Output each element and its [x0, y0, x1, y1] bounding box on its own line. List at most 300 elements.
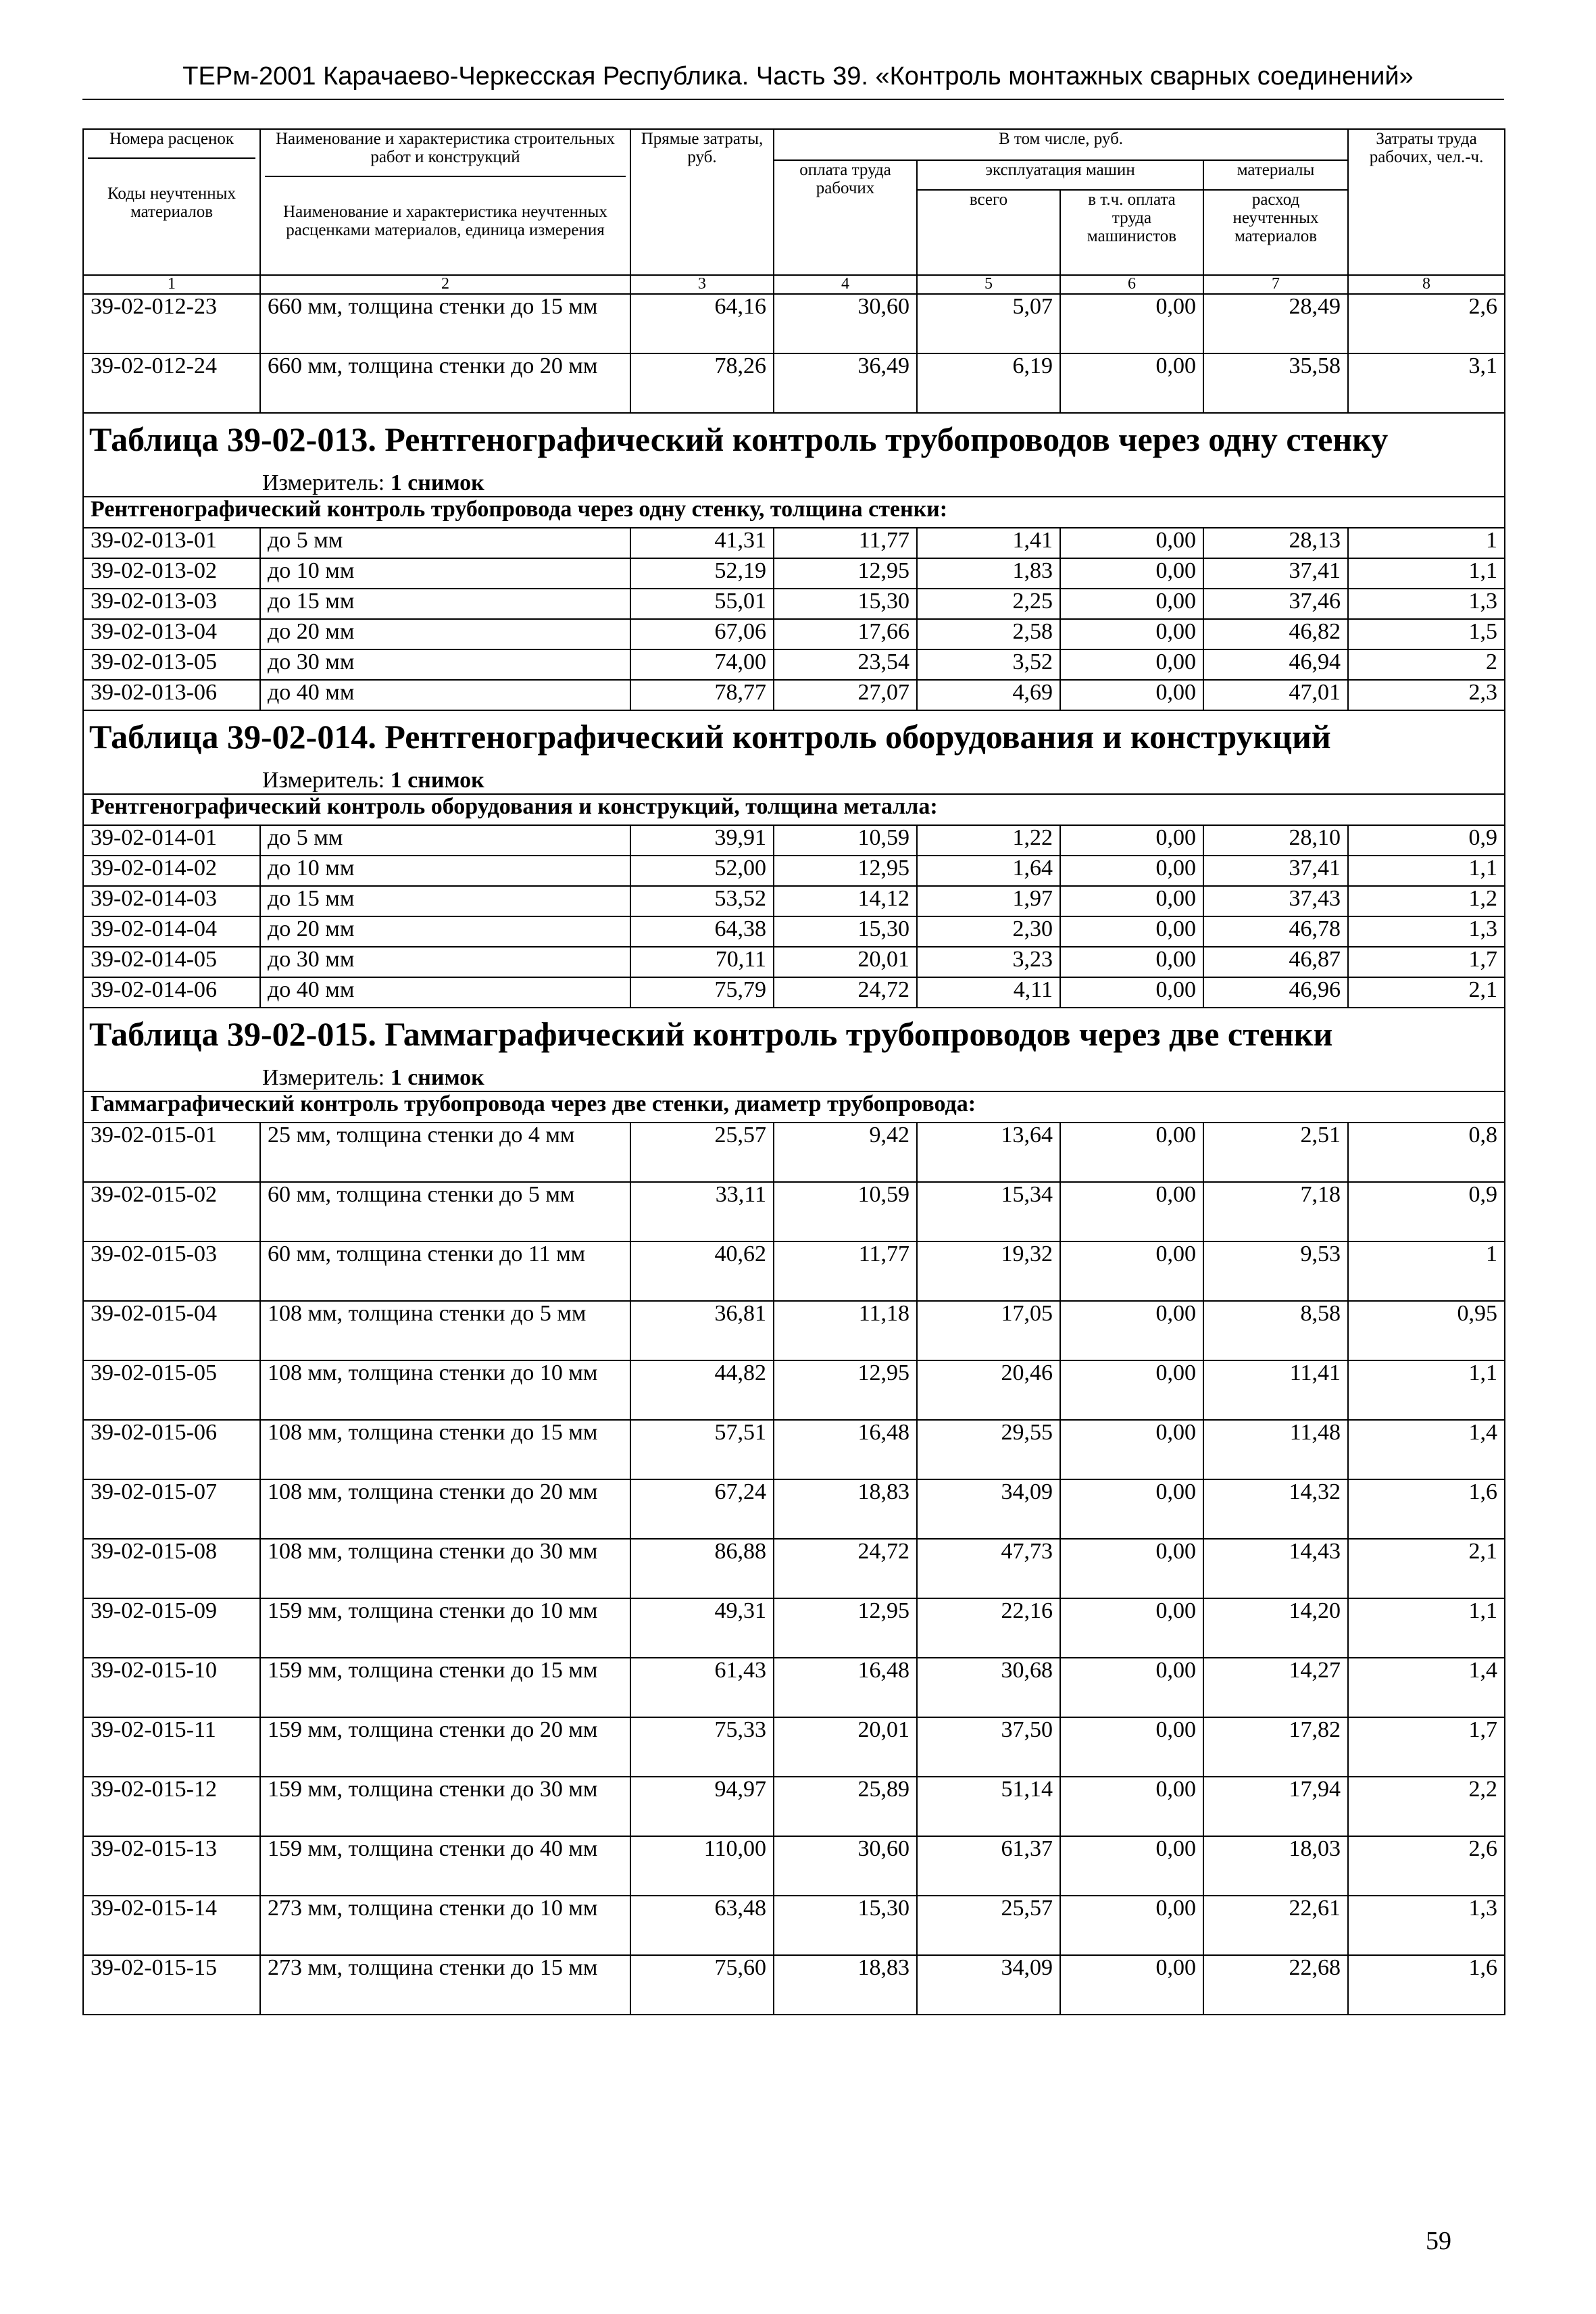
direct-cost: 86,88	[630, 1539, 774, 1598]
rate-name: 60 мм, толщина стенки до 5 мм	[260, 1182, 630, 1241]
labor-hours: 2	[1348, 649, 1505, 680]
machinists-cost: 0,00	[1060, 1123, 1203, 1182]
direct-cost: 78,26	[630, 353, 774, 413]
machines-cost: 37,50	[917, 1717, 1060, 1777]
machinists-cost: 0,00	[1060, 1360, 1203, 1420]
direct-cost: 55,01	[630, 589, 774, 619]
machines-cost: 4,69	[917, 680, 1060, 710]
labor-cost: 12,95	[774, 856, 917, 886]
table-row	[83, 1241, 1505, 1301]
rate-name: до 15 мм	[260, 886, 630, 916]
direct-cost: 74,00	[630, 649, 774, 680]
table-row	[83, 1658, 1505, 1717]
table-row	[83, 1479, 1505, 1539]
rate-code: 39-02-014-04	[83, 916, 260, 947]
labor-cost: 27,07	[774, 680, 917, 710]
rate-code: 39-02-013-06	[83, 680, 260, 710]
rate-code: 39-02-014-03	[83, 886, 260, 916]
measure-label: Измеритель:	[262, 768, 385, 793]
direct-cost: 40,62	[630, 1241, 774, 1301]
machinists-cost: 0,00	[1060, 294, 1203, 353]
labor-hours: 1,7	[1348, 1717, 1505, 1777]
machines-cost: 34,09	[917, 1955, 1060, 2015]
rate-name: 60 мм, толщина стенки до 11 мм	[260, 1241, 630, 1301]
labor-cost: 24,72	[774, 977, 917, 1008]
labor-cost: 11,77	[774, 1241, 917, 1301]
direct-cost: 75,79	[630, 977, 774, 1008]
labor-cost: 15,30	[774, 1896, 917, 1955]
machinists-cost: 0,00	[1060, 886, 1203, 916]
labor-hours: 0,9	[1348, 825, 1505, 856]
page-header: ТЕРм-2001 Карачаево-Черкесская Республика. Часть 39. «Контроль монтажных сварных соединений»	[182, 62, 1414, 91]
direct-cost: 57,51	[630, 1420, 774, 1479]
subtitle-row	[83, 794, 1505, 825]
rate-name: до 10 мм	[260, 558, 630, 589]
labor-cost: 14,12	[774, 886, 917, 916]
materials-cost: 28,10	[1203, 825, 1348, 856]
materials-cost: 37,46	[1203, 589, 1348, 619]
table-row	[83, 886, 1505, 916]
machinists-cost: 0,00	[1060, 1896, 1203, 1955]
col-machinists-header: в т.ч. оплата труда машинистов	[1060, 190, 1203, 275]
labor-cost: 10,59	[774, 1182, 917, 1241]
column-number: 2	[260, 275, 630, 294]
labor-hours: 2,6	[1348, 294, 1505, 353]
labor-hours: 1,3	[1348, 1896, 1505, 1955]
labor-hours: 0,9	[1348, 1182, 1505, 1241]
price-table	[82, 128, 1505, 2015]
machinists-cost: 0,00	[1060, 649, 1203, 680]
subtitle-row	[83, 1091, 1505, 1123]
rate-code: 39-02-014-05	[83, 947, 260, 977]
labor-hours: 1,2	[1348, 886, 1505, 916]
table-row	[83, 825, 1505, 856]
rate-name: до 10 мм	[260, 856, 630, 886]
machinists-cost: 0,00	[1060, 947, 1203, 977]
machines-cost: 2,58	[917, 619, 1060, 649]
labor-cost: 15,30	[774, 589, 917, 619]
machines-cost: 51,14	[917, 1777, 1060, 1836]
rate-code: 39-02-015-09	[83, 1598, 260, 1658]
measure-row	[83, 465, 1505, 497]
machinists-cost: 0,00	[1060, 1717, 1203, 1777]
measure-row	[83, 762, 1505, 794]
section-title: Таблица 39-02-013. Рентгенографический контроль трубопроводов через одну стенку	[89, 420, 1389, 458]
labor-hours: 1,6	[1348, 1955, 1505, 2015]
labor-hours: 2,2	[1348, 1777, 1505, 1836]
machinists-cost: 0,00	[1060, 856, 1203, 886]
materials-cost: 22,68	[1203, 1955, 1348, 2015]
machines-cost: 17,05	[917, 1301, 1060, 1360]
machinists-cost: 0,00	[1060, 589, 1203, 619]
direct-cost: 63,48	[630, 1896, 774, 1955]
table-row	[83, 649, 1505, 680]
machines-cost: 15,34	[917, 1182, 1060, 1241]
direct-cost: 25,57	[630, 1123, 774, 1182]
machinists-cost: 0,00	[1060, 1479, 1203, 1539]
machines-cost: 20,46	[917, 1360, 1060, 1420]
rate-name: до 40 мм	[260, 977, 630, 1008]
labor-hours: 1,3	[1348, 589, 1505, 619]
direct-cost: 52,19	[630, 558, 774, 589]
machines-cost: 61,37	[917, 1836, 1060, 1896]
direct-cost: 67,24	[630, 1479, 774, 1539]
table-row	[83, 1598, 1505, 1658]
machines-cost: 19,32	[917, 1241, 1060, 1301]
column-number: 7	[1203, 275, 1348, 294]
rate-code: 39-02-013-04	[83, 619, 260, 649]
section-title: Таблица 39-02-015. Гаммаграфический контроль трубопроводов через две стенки	[89, 1015, 1333, 1053]
rate-code: 39-02-015-04	[83, 1301, 260, 1360]
col-materials-header: материалы	[1203, 160, 1348, 190]
materials-cost: 22,61	[1203, 1896, 1348, 1955]
rate-code: 39-02-015-06	[83, 1420, 260, 1479]
section-title-row	[83, 710, 1505, 762]
labor-hours: 1,3	[1348, 916, 1505, 947]
labor-hours: 2,3	[1348, 680, 1505, 710]
labor-cost: 23,54	[774, 649, 917, 680]
labor-hours: 1,1	[1348, 1598, 1505, 1658]
section-subtitle: Рентгенографический контроль трубопровода через одну стенку, толщина стенки:	[83, 497, 1505, 528]
rate-code: 39-02-013-05	[83, 649, 260, 680]
labor-hours: 1,1	[1348, 856, 1505, 886]
labor-hours: 0,95	[1348, 1301, 1505, 1360]
direct-cost: 94,97	[630, 1777, 774, 1836]
materials-cost: 18,03	[1203, 1836, 1348, 1896]
labor-hours: 1,5	[1348, 619, 1505, 649]
machinists-cost: 0,00	[1060, 1777, 1203, 1836]
materials-cost: 17,94	[1203, 1777, 1348, 1836]
materials-cost: 28,49	[1203, 294, 1348, 353]
rate-name: до 5 мм	[260, 825, 630, 856]
table-row	[83, 856, 1505, 886]
table-row	[83, 294, 1505, 353]
machines-cost: 3,52	[917, 649, 1060, 680]
col-machines-header: эксплуатация машин	[917, 160, 1203, 190]
rate-name: до 30 мм	[260, 947, 630, 977]
labor-hours: 1,7	[1348, 947, 1505, 977]
direct-cost: 75,60	[630, 1955, 774, 2015]
col-unaccounted-header: расход неучтенных материалов	[1203, 190, 1348, 275]
labor-hours: 2,1	[1348, 977, 1505, 1008]
machinists-cost: 0,00	[1060, 1420, 1203, 1479]
labor-hours: 2,1	[1348, 1539, 1505, 1598]
col-name-header: Наименование и характеристика строительных работ и конструкций Наименование и характеристика неучтенных расценками материалов, единица измерения	[260, 129, 630, 275]
materials-cost: 46,94	[1203, 649, 1348, 680]
column-number: 1	[83, 275, 260, 294]
machinists-cost: 0,00	[1060, 1836, 1203, 1896]
table-row	[83, 589, 1505, 619]
materials-cost: 37,41	[1203, 856, 1348, 886]
labor-cost: 16,48	[774, 1420, 917, 1479]
header-rule	[82, 99, 1504, 100]
materials-cost: 14,43	[1203, 1539, 1348, 1598]
machines-cost: 2,25	[917, 589, 1060, 619]
labor-cost: 15,30	[774, 916, 917, 947]
materials-cost: 14,27	[1203, 1658, 1348, 1717]
direct-cost: 39,91	[630, 825, 774, 856]
machinists-cost: 0,00	[1060, 558, 1203, 589]
col-incl-header: В том числе, руб.	[774, 129, 1348, 160]
machines-cost: 1,41	[917, 528, 1060, 558]
section-title-row	[83, 1008, 1505, 1060]
materials-cost: 46,87	[1203, 947, 1348, 977]
labor-hours: 3,1	[1348, 353, 1505, 413]
materials-cost: 7,18	[1203, 1182, 1348, 1241]
rate-code: 39-02-015-01	[83, 1123, 260, 1182]
direct-cost: 52,00	[630, 856, 774, 886]
rate-name: до 30 мм	[260, 649, 630, 680]
rate-name: 108 мм, толщина стенки до 10 мм	[260, 1360, 630, 1420]
table-row	[83, 1836, 1505, 1896]
rate-name: 108 мм, толщина стенки до 5 мм	[260, 1301, 630, 1360]
rate-code: 39-02-015-13	[83, 1836, 260, 1896]
machines-cost: 25,57	[917, 1896, 1060, 1955]
machinists-cost: 0,00	[1060, 977, 1203, 1008]
machines-cost: 4,11	[917, 977, 1060, 1008]
machinists-cost: 0,00	[1060, 528, 1203, 558]
rate-name: 660 мм, толщина стенки до 15 мм	[260, 294, 630, 353]
rate-code: 39-02-015-07	[83, 1479, 260, 1539]
direct-cost: 64,16	[630, 294, 774, 353]
labor-cost: 36,49	[774, 353, 917, 413]
machines-cost: 2,30	[917, 916, 1060, 947]
table-row	[83, 680, 1505, 710]
machinists-cost: 0,00	[1060, 1182, 1203, 1241]
direct-cost: 67,06	[630, 619, 774, 649]
direct-cost: 49,31	[630, 1598, 774, 1658]
materials-cost: 8,58	[1203, 1301, 1348, 1360]
machines-cost: 1,97	[917, 886, 1060, 916]
col-labor-header: оплата труда рабочих	[774, 160, 917, 275]
table-row	[83, 528, 1505, 558]
rate-code: 39-02-015-12	[83, 1777, 260, 1836]
labor-hours: 2,6	[1348, 1836, 1505, 1896]
measure-label: Измеритель:	[262, 470, 385, 496]
machines-cost: 30,68	[917, 1658, 1060, 1717]
rate-name: 273 мм, толщина стенки до 15 мм	[260, 1955, 630, 2015]
labor-cost: 30,60	[774, 294, 917, 353]
machinists-cost: 0,00	[1060, 825, 1203, 856]
machines-cost: 1,83	[917, 558, 1060, 589]
labor-hours: 1	[1348, 1241, 1505, 1301]
page-number: 59	[1426, 2227, 1451, 2255]
table-row	[83, 1182, 1505, 1241]
table-row	[83, 1896, 1505, 1955]
labor-cost: 18,83	[774, 1479, 917, 1539]
direct-cost: 33,11	[630, 1182, 774, 1241]
table-row	[83, 353, 1505, 413]
direct-cost: 70,11	[630, 947, 774, 977]
machines-cost: 47,73	[917, 1539, 1060, 1598]
machines-cost: 5,07	[917, 294, 1060, 353]
rate-name: до 5 мм	[260, 528, 630, 558]
labor-cost: 20,01	[774, 947, 917, 977]
rate-name: 108 мм, толщина стенки до 20 мм	[260, 1479, 630, 1539]
labor-cost: 12,95	[774, 558, 917, 589]
rate-code: 39-02-015-08	[83, 1539, 260, 1598]
rate-name: 159 мм, толщина стенки до 40 мм	[260, 1836, 630, 1896]
labor-cost: 24,72	[774, 1539, 917, 1598]
table-row	[83, 1360, 1505, 1420]
materials-cost: 37,41	[1203, 558, 1348, 589]
column-number: 3	[630, 275, 774, 294]
rate-code: 39-02-013-03	[83, 589, 260, 619]
materials-cost: 14,32	[1203, 1479, 1348, 1539]
table-row	[83, 916, 1505, 947]
rate-name: 25 мм, толщина стенки до 4 мм	[260, 1123, 630, 1182]
rate-code: 39-02-015-15	[83, 1955, 260, 2015]
materials-cost: 46,82	[1203, 619, 1348, 649]
machinists-cost: 0,00	[1060, 1241, 1203, 1301]
column-number: 6	[1060, 275, 1203, 294]
rate-code: 39-02-015-14	[83, 1896, 260, 1955]
direct-cost: 110,00	[630, 1836, 774, 1896]
rate-code: 39-02-013-01	[83, 528, 260, 558]
rate-code: 39-02-015-11	[83, 1717, 260, 1777]
direct-cost: 61,43	[630, 1658, 774, 1717]
direct-cost: 75,33	[630, 1717, 774, 1777]
machines-cost: 6,19	[917, 353, 1060, 413]
labor-cost: 11,77	[774, 528, 917, 558]
materials-cost: 11,41	[1203, 1360, 1348, 1420]
machinists-cost: 0,00	[1060, 1598, 1203, 1658]
direct-cost: 44,82	[630, 1360, 774, 1420]
direct-cost: 41,31	[630, 528, 774, 558]
machinists-cost: 0,00	[1060, 619, 1203, 649]
machines-cost: 13,64	[917, 1123, 1060, 1182]
section-title: Таблица 39-02-014. Рентгенографический контроль оборудования и конструкций	[89, 718, 1331, 756]
machinists-cost: 0,00	[1060, 916, 1203, 947]
rate-code: 39-02-015-10	[83, 1658, 260, 1717]
col-total-header: всего	[917, 190, 1060, 275]
table-row	[83, 1539, 1505, 1598]
labor-hours: 1,1	[1348, 558, 1505, 589]
machinists-cost: 0,00	[1060, 1658, 1203, 1717]
rate-name: 159 мм, толщина стенки до 20 мм	[260, 1717, 630, 1777]
column-number: 5	[917, 275, 1060, 294]
table-row	[83, 1717, 1505, 1777]
section-title-row	[83, 413, 1505, 465]
table-row	[83, 1301, 1505, 1360]
table-row	[83, 1955, 1505, 2015]
rate-name: 273 мм, толщина стенки до 10 мм	[260, 1896, 630, 1955]
rate-code: 39-02-014-06	[83, 977, 260, 1008]
direct-cost: 53,52	[630, 886, 774, 916]
rate-name: до 20 мм	[260, 916, 630, 947]
machines-cost: 3,23	[917, 947, 1060, 977]
labor-cost: 9,42	[774, 1123, 917, 1182]
labor-hours: 0,8	[1348, 1123, 1505, 1182]
materials-cost: 28,13	[1203, 528, 1348, 558]
labor-cost: 25,89	[774, 1777, 917, 1836]
materials-cost: 46,78	[1203, 916, 1348, 947]
materials-cost: 35,58	[1203, 353, 1348, 413]
machines-cost: 1,64	[917, 856, 1060, 886]
labor-cost: 20,01	[774, 1717, 917, 1777]
rate-code: 39-02-012-23	[83, 294, 260, 353]
column-number: 8	[1348, 275, 1505, 294]
section-subtitle: Рентгенографический контроль оборудования и конструкций, толщина металла:	[83, 794, 1505, 825]
materials-cost: 46,96	[1203, 977, 1348, 1008]
labor-cost: 12,95	[774, 1360, 917, 1420]
machines-cost: 22,16	[917, 1598, 1060, 1658]
direct-cost: 64,38	[630, 916, 774, 947]
table-row	[83, 558, 1505, 589]
rate-name: 660 мм, толщина стенки до 20 мм	[260, 353, 630, 413]
rate-name: до 40 мм	[260, 680, 630, 710]
rate-code: 39-02-015-02	[83, 1182, 260, 1241]
rate-code: 39-02-015-05	[83, 1360, 260, 1420]
rate-name: 108 мм, толщина стенки до 30 мм	[260, 1539, 630, 1598]
rate-code: 39-02-014-02	[83, 856, 260, 886]
materials-cost: 2,51	[1203, 1123, 1348, 1182]
table-row	[83, 1123, 1505, 1182]
materials-cost: 11,48	[1203, 1420, 1348, 1479]
rate-name: 159 мм, толщина стенки до 10 мм	[260, 1598, 630, 1658]
rate-code: 39-02-013-02	[83, 558, 260, 589]
measure-unit: 1 снимок	[390, 1065, 484, 1091]
machinists-cost: 0,00	[1060, 353, 1203, 413]
machinists-cost: 0,00	[1060, 1301, 1203, 1360]
column-numbers-row	[83, 275, 1505, 294]
rate-name: до 15 мм	[260, 589, 630, 619]
machines-cost: 29,55	[917, 1420, 1060, 1479]
measure-label: Измеритель:	[262, 1065, 385, 1091]
labor-cost: 10,59	[774, 825, 917, 856]
col-workers-header: Затраты труда рабочих, чел.-ч.	[1348, 129, 1505, 275]
rate-name: 108 мм, толщина стенки до 15 мм	[260, 1420, 630, 1479]
rate-name: до 20 мм	[260, 619, 630, 649]
table-row	[83, 947, 1505, 977]
measure-unit: 1 снимок	[390, 470, 484, 496]
machinists-cost: 0,00	[1060, 1539, 1203, 1598]
table-row	[83, 1777, 1505, 1836]
labor-cost: 18,83	[774, 1955, 917, 2015]
direct-cost: 36,81	[630, 1301, 774, 1360]
materials-cost: 17,82	[1203, 1717, 1348, 1777]
rate-name: 159 мм, толщина стенки до 15 мм	[260, 1658, 630, 1717]
measure-unit: 1 снимок	[390, 768, 484, 793]
labor-hours: 1,6	[1348, 1479, 1505, 1539]
rate-code: 39-02-014-01	[83, 825, 260, 856]
direct-cost: 78,77	[630, 680, 774, 710]
labor-hours: 1,4	[1348, 1658, 1505, 1717]
machines-cost: 34,09	[917, 1479, 1060, 1539]
column-number: 4	[774, 275, 917, 294]
machinists-cost: 0,00	[1060, 1955, 1203, 2015]
machines-cost: 1,22	[917, 825, 1060, 856]
materials-cost: 14,20	[1203, 1598, 1348, 1658]
table-row	[83, 977, 1505, 1008]
rate-code: 39-02-015-03	[83, 1241, 260, 1301]
labor-cost: 16,48	[774, 1658, 917, 1717]
labor-cost: 30,60	[774, 1836, 917, 1896]
section-subtitle: Гаммаграфический контроль трубопровода через две стенки, диаметр трубопровода:	[83, 1091, 1505, 1123]
labor-hours: 1	[1348, 528, 1505, 558]
labor-hours: 1,4	[1348, 1420, 1505, 1479]
labor-cost: 12,95	[774, 1598, 917, 1658]
col-code-header: Номера расценок Коды неучтенных материалов	[83, 129, 260, 275]
labor-cost: 17,66	[774, 619, 917, 649]
materials-cost: 47,01	[1203, 680, 1348, 710]
measure-row	[83, 1060, 1505, 1091]
labor-cost: 11,18	[774, 1301, 917, 1360]
materials-cost: 37,43	[1203, 886, 1348, 916]
materials-cost: 9,53	[1203, 1241, 1348, 1301]
machinists-cost: 0,00	[1060, 680, 1203, 710]
table-row	[83, 1420, 1505, 1479]
